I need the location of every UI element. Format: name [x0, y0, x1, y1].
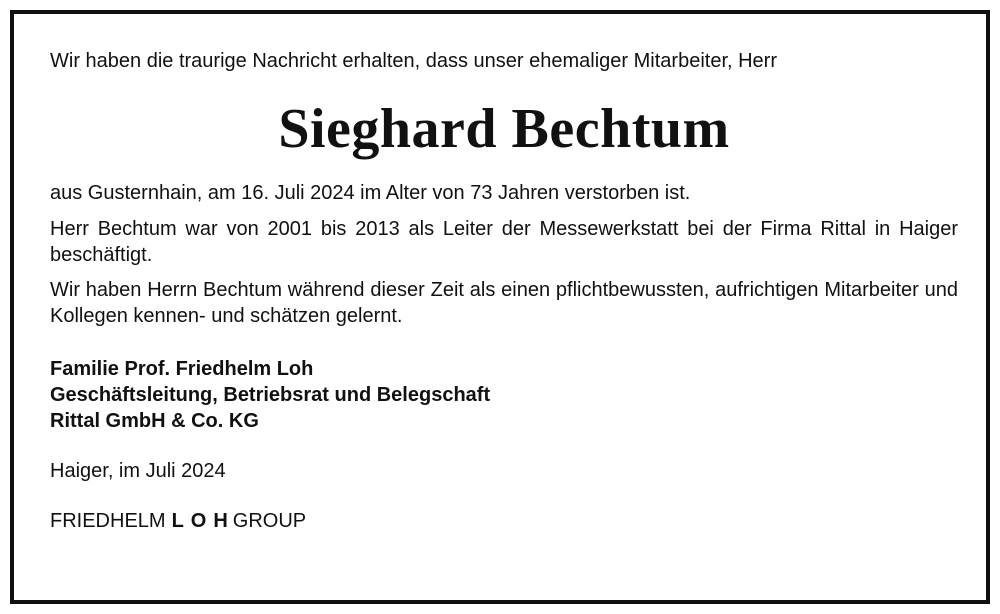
signatory-line: Geschäftsleitung, Betriebsrat und Belegschaft: [50, 384, 491, 406]
career-text: Herr Bechtum war von 2001 bis 2013 als Leiter der Messewerkstatt bei der Firma Rittal in Haiger beschäftigt.: [50, 218, 958, 266]
place-date: Haiger, im Juli 2024: [50, 460, 226, 482]
appreciation-text: Wir haben Herrn Bechtum während dieser Zeit als einen pflichtbewussten, aufrichtigen Mitarbeiter und Kollegen kennen- und schätzen gelernt.: [50, 279, 958, 327]
logo-suffix: GROUP: [232, 510, 307, 532]
signatory-line: Rittal GmbH & Co. KG: [50, 410, 259, 432]
company-logo: [50, 508, 958, 534]
obituary-content: [50, 50, 958, 534]
deceased-name: Sieghard Bechtum: [278, 98, 730, 160]
signatories: [50, 356, 958, 434]
logo-loh: LOH: [171, 510, 235, 532]
logo-prefix: FRIEDHELM: [50, 510, 166, 532]
intro-text: Wir haben die traurige Nachricht erhalten, dass unser ehemaliger Mitarbeiter, Herr: [50, 50, 778, 72]
death-line: aus Gusternhain, am 16. Juli 2024 im Alter von 73 Jahren verstorben ist.: [50, 182, 691, 204]
signatory-line: Familie Prof. Friedhelm Loh: [50, 358, 314, 380]
obituary-frame: [10, 10, 990, 604]
